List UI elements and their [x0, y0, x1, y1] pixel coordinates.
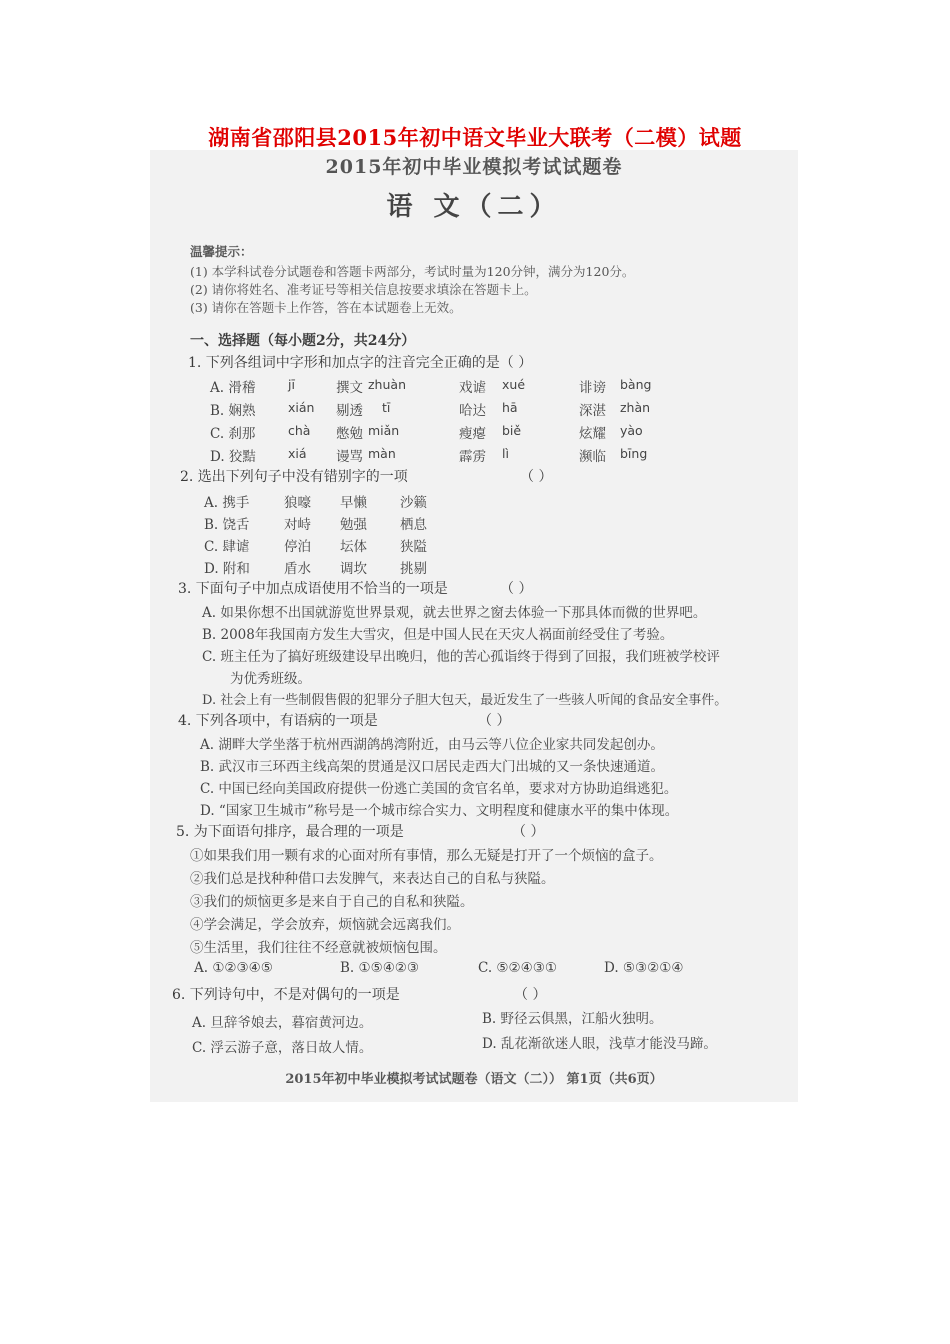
option-text: D. 乱花渐欲迷人眼，浅草才能没马蹄。 — [482, 1036, 717, 1052]
option-word: 狭隘 — [400, 539, 427, 555]
option-word: A. 携手 — [204, 495, 250, 511]
document-title: 湖南省邵阳县2015年初中语文毕业大联考（二模）试题 — [208, 125, 742, 150]
option-word: 停泊 — [284, 539, 311, 555]
option-pinyin: chà — [288, 423, 311, 438]
option-word: 炫耀 — [579, 426, 606, 442]
option-text: B. 武汉市三环西主线高架的贯通是汉口居民走西大门出城的又一条快速通道。 — [200, 759, 665, 775]
option-word: 剔透 — [336, 403, 363, 419]
option-word: 戏谑 — [459, 380, 486, 396]
choice-b: B. ①⑤④②③ — [340, 960, 420, 976]
answer-paren: （ ） — [520, 469, 553, 485]
option-pinyin: màn — [368, 446, 396, 461]
option-word: 谩骂 — [336, 449, 363, 465]
tip-line: (1) 本学科试卷分试题卷和答题卡两部分，考试时量为120分钟，满分为120分。 — [190, 264, 635, 279]
question-6-stem: 6. 下列诗句中，不是对偶句的一项是 — [172, 987, 400, 1003]
option-text: C. 中国已经向美国政府提供一份逃亡美国的贪官名单，要求对方协助追缉逃犯。 — [200, 781, 678, 797]
option-pinyin: xián — [288, 400, 315, 415]
subject-title: 语 文（二） — [386, 192, 562, 222]
option-word: 狼嚎 — [284, 495, 311, 511]
choice-c: C. ⑤②④③① — [478, 960, 557, 976]
option-word: 憋勉 — [336, 426, 363, 442]
answer-paren: （ ） — [514, 987, 547, 1003]
question-1-stem: 1. 下列各组词中字形和加点字的注音完全正确的是（ ） — [188, 355, 533, 371]
option-pinyin: miǎn — [368, 423, 400, 438]
question-5-stem: 5. 为下面语句排序，最合理的一项是 — [176, 824, 404, 840]
sentence-item: ②我们总是找种种借口去发脾气，来表达自己的自私与狭隘。 — [190, 871, 555, 887]
tip-line: (3) 请你在答题卡上作答，答在本试题卷上无效。 — [190, 300, 462, 315]
option-pinyin: xiá — [288, 446, 307, 461]
option-word: 霹雳 — [459, 449, 486, 465]
option-pinyin: lì — [502, 446, 509, 461]
option-word: A. 滑稽 — [210, 380, 256, 396]
option-word: 沙籁 — [400, 495, 427, 511]
answer-paren: （ ） — [478, 713, 511, 729]
paper-title: 2015年初中毕业模拟考试试题卷 — [325, 156, 623, 178]
option-text: D. “国家卫生城市”称号是一个城市综合实力、文明程度和健康水平的集中体现。 — [200, 803, 679, 819]
option-word: 盾水 — [284, 561, 311, 577]
sentence-item: ④学会满足，学会放弃，烦恼就会远离我们。 — [190, 917, 460, 933]
option-word: 濒临 — [579, 449, 606, 465]
question-4-stem: 4. 下列各项中，有语病的一项是 — [178, 713, 378, 729]
section-heading: 一、选择题（每小题2分，共24分） — [190, 333, 416, 349]
option-text: 为优秀班级。 — [230, 671, 311, 687]
option-pinyin: zhuàn — [368, 377, 406, 392]
sentence-item: ①如果我们用一颗有求的心面对所有事情，那么无疑是打开了一个烦恼的盒子。 — [190, 848, 663, 864]
option-pinyin: zhàn — [620, 400, 651, 415]
option-word: 瘦瘪 — [459, 426, 486, 442]
option-pinyin: biě — [502, 423, 522, 438]
answer-paren: （ ） — [500, 581, 533, 597]
answer-paren: （ ） — [512, 824, 545, 840]
option-pinyin: bīng — [620, 446, 648, 461]
page-footer: 2015年初中毕业模拟考试试题卷（语文（二）） 第1页（共6页） — [285, 1072, 663, 1087]
option-text: A. 湖畔大学坐落于杭州西湖鸽鸪湾附近，由马云等八位企业家共同发起创办。 — [200, 737, 664, 753]
option-text: A. 如果你想不出国就游览世界景观，就去世界之窗去体验一下那具体而微的世界吧。 — [202, 605, 707, 621]
option-pinyin: tī — [382, 400, 391, 415]
option-word: 挑剔 — [400, 561, 427, 577]
sentence-item: ③我们的烦恼更多是来自于自己的自私和狭隘。 — [190, 894, 474, 910]
option-word: C. 肆谑 — [204, 539, 250, 555]
option-word: 对峙 — [284, 517, 311, 533]
option-text: C. 班主任为了搞好班级建设早出晚归，他的苦心孤诣终于得到了回报，我们班被学校评 — [202, 649, 720, 665]
question-3-stem: 3. 下面句子中加点成语使用不恰当的一项是 — [178, 581, 448, 597]
option-pinyin: hā — [502, 400, 518, 415]
option-word: 栖息 — [400, 517, 427, 533]
option-pinyin: yào — [620, 423, 643, 438]
option-word: 诽谤 — [579, 380, 606, 396]
question-2-stem: 2. 选出下列句子中没有错别字的一项 — [180, 469, 408, 485]
option-pinyin: xué — [502, 377, 526, 392]
option-word: 哈达 — [459, 403, 486, 419]
scanned-exam-page — [150, 150, 798, 1102]
option-word: D. 狡黠 — [210, 449, 256, 465]
option-text: C. 浮云游子意，落日故人情。 — [192, 1040, 373, 1056]
option-word: C. 刹那 — [210, 426, 256, 442]
sentence-item: ⑤生活里，我们往往不经意就被烦恼包围。 — [190, 940, 447, 956]
option-word: 早懒 — [340, 495, 367, 511]
choice-a: A. ①②③④⑤ — [194, 960, 273, 976]
option-word: 调坎 — [340, 561, 367, 577]
option-text: B. 2008年我国南方发生大雪灾，但是中国人民在天灾人祸面前经受住了考验。 — [202, 627, 674, 643]
option-word: 勉强 — [340, 517, 367, 533]
option-word: D. 附和 — [204, 561, 250, 577]
option-text: A. 旦辞爷娘去，暮宿黄河边。 — [192, 1015, 373, 1031]
option-word: 深湛 — [579, 403, 606, 419]
option-pinyin: jī — [288, 377, 295, 392]
option-word: 坛体 — [340, 539, 367, 555]
tips-heading: 温馨提示： — [190, 244, 253, 259]
option-word: B. 娴熟 — [210, 403, 256, 419]
option-word: B. 饶舌 — [204, 517, 250, 533]
option-text: B. 野径云俱黑，江船火独明。 — [482, 1011, 663, 1027]
option-word: 撰文 — [336, 380, 363, 396]
choice-d: D. ⑤③②①④ — [604, 960, 684, 976]
tip-line: (2) 请你将姓名、准考证号等相关信息按要求填涂在答题卡上。 — [190, 282, 537, 297]
option-pinyin: bàng — [620, 377, 652, 392]
option-text: D. 社会上有一些制假售假的犯罪分子胆大包天，最近发生了一些骇人听闻的食品安全事件。 — [202, 693, 728, 708]
